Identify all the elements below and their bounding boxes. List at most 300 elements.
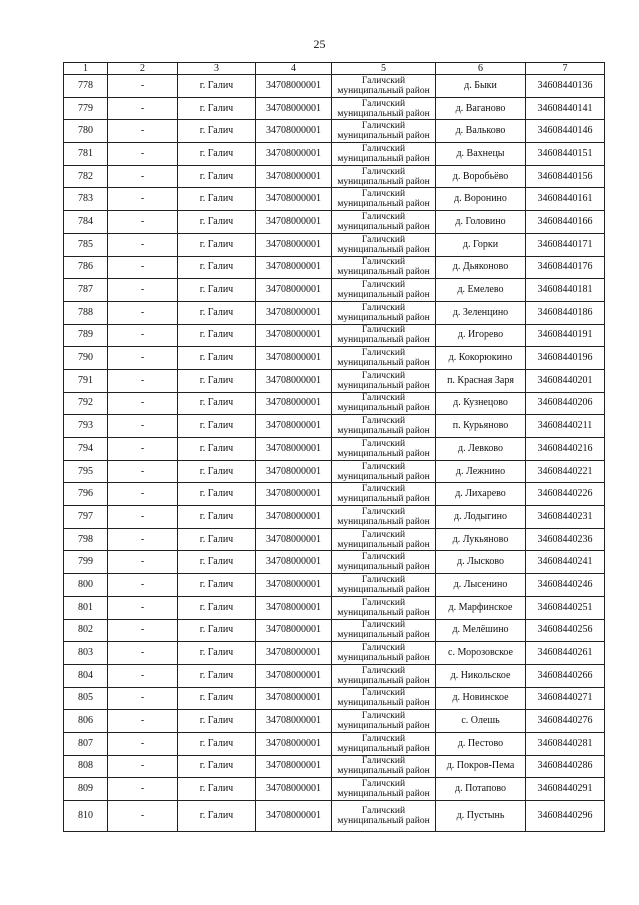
row-number-cell: 810 <box>64 801 108 832</box>
code-cell: 34708000001 <box>256 369 332 392</box>
city-cell: г. Галич <box>178 483 256 506</box>
row-number-cell: 803 <box>64 642 108 665</box>
table-row <box>64 392 605 415</box>
code-cell: 34708000001 <box>256 324 332 347</box>
locality-cell: д. Кокорюкино <box>436 347 526 370</box>
row-number-cell: 798 <box>64 528 108 551</box>
district-type: муниципальный район <box>337 380 430 391</box>
table-row <box>64 664 605 687</box>
city-cell: г. Галич <box>178 801 256 832</box>
dash-cell: - <box>108 574 178 597</box>
oktmo-cell: 34608440261 <box>526 642 605 665</box>
district-type: муниципальный район <box>337 403 430 414</box>
table-row <box>64 279 605 302</box>
district-name: Галичский <box>361 370 406 381</box>
oktmo-cell: 34608440206 <box>526 392 605 415</box>
district-cell <box>332 574 436 597</box>
district-cell <box>332 710 436 733</box>
locality-cell: д. Лысково <box>436 551 526 574</box>
code-cell: 34708000001 <box>256 574 332 597</box>
table-row <box>64 75 605 98</box>
locality-cell: д. Горки <box>436 233 526 256</box>
city-cell: г. Галич <box>178 778 256 801</box>
city-cell: г. Галич <box>178 438 256 461</box>
district-type: муниципальный район <box>337 516 430 527</box>
district-type: муниципальный район <box>337 108 430 119</box>
district-cell <box>332 687 436 710</box>
district-cell <box>332 438 436 461</box>
row-number-cell: 808 <box>64 755 108 778</box>
table-row <box>64 642 605 665</box>
locality-cell: д. Пестово <box>436 732 526 755</box>
district-name: Галичский <box>361 711 406 722</box>
table-row <box>64 710 605 733</box>
district-type: муниципальный район <box>337 176 430 187</box>
city-cell: г. Галич <box>178 619 256 642</box>
column-number: 5 <box>332 63 436 75</box>
oktmo-cell: 34608440141 <box>526 97 605 120</box>
row-number-cell: 801 <box>64 596 108 619</box>
district-name: Галичский <box>361 416 406 427</box>
table-row <box>64 211 605 234</box>
code-cell: 34708000001 <box>256 438 332 461</box>
city-cell: г. Галич <box>178 279 256 302</box>
row-number-cell: 800 <box>64 574 108 597</box>
district-type: муниципальный район <box>337 539 430 550</box>
district-cell <box>332 233 436 256</box>
district-name: Галичский <box>361 574 406 585</box>
table-row <box>64 687 605 710</box>
district-cell <box>332 619 436 642</box>
code-cell: 34708000001 <box>256 233 332 256</box>
oktmo-cell: 34608440156 <box>526 165 605 188</box>
locality-cell: д. Покров-Пема <box>436 755 526 778</box>
dash-cell: - <box>108 506 178 529</box>
code-cell: 34708000001 <box>256 732 332 755</box>
code-cell: 34708000001 <box>256 710 332 733</box>
district-name: Галичский <box>361 779 406 790</box>
district-type: муниципальный район <box>337 584 430 595</box>
table-row <box>64 596 605 619</box>
locality-cell: д. Емелево <box>436 279 526 302</box>
row-number-cell: 802 <box>64 619 108 642</box>
code-cell: 34708000001 <box>256 301 332 324</box>
table-row <box>64 188 605 211</box>
dash-cell: - <box>108 279 178 302</box>
district-cell <box>332 642 436 665</box>
city-cell: г. Галич <box>178 551 256 574</box>
code-cell: 34708000001 <box>256 642 332 665</box>
district-cell <box>332 506 436 529</box>
row-number-cell: 797 <box>64 506 108 529</box>
district-cell <box>332 143 436 166</box>
table-row <box>64 732 605 755</box>
dash-cell: - <box>108 120 178 143</box>
locality-cell: д. Мелёшино <box>436 619 526 642</box>
code-cell: 34708000001 <box>256 506 332 529</box>
oktmo-cell: 34608440291 <box>526 778 605 801</box>
locality-cell: п. Курьяново <box>436 415 526 438</box>
table-body <box>64 75 605 832</box>
locality-cell: д. Кузнецово <box>436 392 526 415</box>
oktmo-cell: 34608440286 <box>526 755 605 778</box>
column-number: 3 <box>178 63 256 75</box>
district-cell <box>332 279 436 302</box>
district-name: Галичский <box>361 234 406 245</box>
dash-cell: - <box>108 211 178 234</box>
oktmo-cell: 34608440176 <box>526 256 605 279</box>
row-number-cell: 793 <box>64 415 108 438</box>
locality-cell: д. Лежнино <box>436 460 526 483</box>
district-cell <box>332 75 436 98</box>
oktmo-cell: 34608440296 <box>526 801 605 832</box>
table-row <box>64 483 605 506</box>
row-number-cell: 787 <box>64 279 108 302</box>
city-cell: г. Галич <box>178 642 256 665</box>
row-number-cell: 779 <box>64 97 108 120</box>
code-cell: 34708000001 <box>256 755 332 778</box>
city-cell: г. Галич <box>178 596 256 619</box>
city-cell: г. Галич <box>178 97 256 120</box>
district-name: Галичский <box>361 506 406 517</box>
city-cell: г. Галич <box>178 211 256 234</box>
district-type: муниципальный район <box>337 721 430 732</box>
table-row <box>64 347 605 370</box>
district-name: Галичский <box>361 461 406 472</box>
district-cell <box>332 778 436 801</box>
district-name: Галичский <box>361 643 406 654</box>
oktmo-cell: 34608440161 <box>526 188 605 211</box>
district-name: Галичский <box>361 665 406 676</box>
district-name: Галичский <box>361 597 406 608</box>
oktmo-cell: 34608440241 <box>526 551 605 574</box>
district-cell <box>332 415 436 438</box>
table-row <box>64 256 605 279</box>
dash-cell: - <box>108 324 178 347</box>
dash-cell: - <box>108 528 178 551</box>
code-cell: 34708000001 <box>256 619 332 642</box>
city-cell: г. Галич <box>178 188 256 211</box>
district-type: муниципальный район <box>337 743 430 754</box>
row-number-cell: 794 <box>64 438 108 461</box>
district-type: муниципальный район <box>337 426 430 437</box>
district-cell <box>332 801 436 832</box>
oktmo-cell: 34608440231 <box>526 506 605 529</box>
district-name: Галичский <box>361 688 406 699</box>
oktmo-cell: 34608440201 <box>526 369 605 392</box>
district-name: Галичский <box>361 348 406 359</box>
district-cell <box>332 301 436 324</box>
row-number-cell: 806 <box>64 710 108 733</box>
row-number-cell: 781 <box>64 143 108 166</box>
district-type: муниципальный район <box>337 675 430 686</box>
city-cell: г. Галич <box>178 710 256 733</box>
dash-cell: - <box>108 460 178 483</box>
column-number: 2 <box>108 63 178 75</box>
oktmo-cell: 34608440191 <box>526 324 605 347</box>
code-cell: 34708000001 <box>256 188 332 211</box>
district-cell <box>332 256 436 279</box>
code-cell: 34708000001 <box>256 143 332 166</box>
column-number: 6 <box>436 63 526 75</box>
code-cell: 34708000001 <box>256 392 332 415</box>
district-type: муниципальный район <box>337 199 430 210</box>
district-type: муниципальный район <box>337 335 430 346</box>
oktmo-cell: 34608440166 <box>526 211 605 234</box>
district-type: муниципальный район <box>337 358 430 369</box>
table-row <box>64 801 605 832</box>
city-cell: г. Галич <box>178 664 256 687</box>
oktmo-cell: 34608440226 <box>526 483 605 506</box>
district-type: муниципальный район <box>337 607 430 618</box>
dash-cell: - <box>108 778 178 801</box>
row-number-cell: 804 <box>64 664 108 687</box>
district-cell <box>332 347 436 370</box>
district-type: муниципальный район <box>337 816 430 826</box>
locality-cell: д. Никольское <box>436 664 526 687</box>
district-name: Галичский <box>361 75 406 86</box>
district-type: муниципальный район <box>337 698 430 709</box>
row-number-cell: 782 <box>64 165 108 188</box>
district-name: Галичский <box>361 438 406 449</box>
dash-cell: - <box>108 801 178 832</box>
row-number-cell: 788 <box>64 301 108 324</box>
row-number-cell: 780 <box>64 120 108 143</box>
code-cell: 34708000001 <box>256 165 332 188</box>
district-type: муниципальный район <box>337 244 430 255</box>
dash-cell: - <box>108 165 178 188</box>
row-number-cell: 783 <box>64 188 108 211</box>
oktmo-cell: 34608440171 <box>526 233 605 256</box>
locality-cell: п. Красная Заря <box>436 369 526 392</box>
district-name: Галичский <box>361 166 406 177</box>
district-type: муниципальный район <box>337 630 430 641</box>
district-cell <box>332 755 436 778</box>
table-row <box>64 165 605 188</box>
locality-cell: д. Лихарево <box>436 483 526 506</box>
row-number-cell: 791 <box>64 369 108 392</box>
table-row <box>64 778 605 801</box>
dash-cell: - <box>108 233 178 256</box>
locality-cell: д. Марфинское <box>436 596 526 619</box>
locality-cell: д. Ваганово <box>436 97 526 120</box>
table-row <box>64 574 605 597</box>
district-type: муниципальный район <box>337 448 430 459</box>
table-row <box>64 438 605 461</box>
table-row <box>64 551 605 574</box>
code-cell: 34708000001 <box>256 687 332 710</box>
table-row <box>64 369 605 392</box>
city-cell: г. Галич <box>178 324 256 347</box>
oktmo-cell: 34608440271 <box>526 687 605 710</box>
district-name: Галичский <box>361 211 406 222</box>
district-name: Галичский <box>361 302 406 313</box>
dash-cell: - <box>108 143 178 166</box>
column-number: 4 <box>256 63 332 75</box>
city-cell: г. Галич <box>178 143 256 166</box>
row-number-cell: 795 <box>64 460 108 483</box>
oktmo-cell: 34608440266 <box>526 664 605 687</box>
row-number-cell: 778 <box>64 75 108 98</box>
district-type: муниципальный район <box>337 494 430 505</box>
locality-cell: с. Олешь <box>436 710 526 733</box>
dash-cell: - <box>108 710 178 733</box>
dash-cell: - <box>108 188 178 211</box>
dash-cell: - <box>108 551 178 574</box>
district-type: муниципальный район <box>337 789 430 800</box>
row-number-cell: 807 <box>64 732 108 755</box>
oktmo-cell: 34608440236 <box>526 528 605 551</box>
code-cell: 34708000001 <box>256 279 332 302</box>
district-cell <box>332 369 436 392</box>
district-cell <box>332 165 436 188</box>
locality-cell: д. Зеленцино <box>436 301 526 324</box>
city-cell: г. Галич <box>178 755 256 778</box>
oktmo-cell: 34608440281 <box>526 732 605 755</box>
code-cell: 34708000001 <box>256 801 332 832</box>
district-name: Галичский <box>361 257 406 268</box>
city-cell: г. Галич <box>178 415 256 438</box>
locality-cell: с. Морозовское <box>436 642 526 665</box>
code-cell: 34708000001 <box>256 75 332 98</box>
district-name: Галичский <box>361 325 406 336</box>
row-number-cell: 784 <box>64 211 108 234</box>
district-type: муниципальный район <box>337 267 430 278</box>
district-name: Галичский <box>361 806 406 816</box>
city-cell: г. Галич <box>178 120 256 143</box>
code-cell: 34708000001 <box>256 596 332 619</box>
locality-cell: д. Головино <box>436 211 526 234</box>
column-number: 7 <box>526 63 605 75</box>
code-cell: 34708000001 <box>256 778 332 801</box>
oktmo-cell: 34608440256 <box>526 619 605 642</box>
table-row <box>64 619 605 642</box>
district-name: Галичский <box>361 620 406 631</box>
dash-cell: - <box>108 301 178 324</box>
code-cell: 34708000001 <box>256 483 332 506</box>
dash-cell: - <box>108 97 178 120</box>
city-cell: г. Галич <box>178 256 256 279</box>
district-type: муниципальный район <box>337 471 430 482</box>
dash-cell: - <box>108 438 178 461</box>
code-cell: 34708000001 <box>256 120 332 143</box>
district-name: Галичский <box>361 733 406 744</box>
city-cell: г. Галич <box>178 392 256 415</box>
city-cell: г. Галич <box>178 506 256 529</box>
district-name: Галичский <box>361 393 406 404</box>
district-name: Галичский <box>361 189 406 200</box>
oktmo-cell: 34608440151 <box>526 143 605 166</box>
locality-cell: д. Вахнецы <box>436 143 526 166</box>
row-number-cell: 789 <box>64 324 108 347</box>
city-cell: г. Галич <box>178 732 256 755</box>
table-row <box>64 528 605 551</box>
dash-cell: - <box>108 664 178 687</box>
locality-cell: д. Лукьяново <box>436 528 526 551</box>
table-row <box>64 506 605 529</box>
district-cell <box>332 483 436 506</box>
dash-cell: - <box>108 369 178 392</box>
district-type: муниципальный район <box>337 153 430 164</box>
district-type: муниципальный район <box>337 312 430 323</box>
locality-cell: д. Лодыгино <box>436 506 526 529</box>
oktmo-cell: 34608440196 <box>526 347 605 370</box>
district-cell <box>332 120 436 143</box>
row-number-cell: 796 <box>64 483 108 506</box>
row-number-cell: 790 <box>64 347 108 370</box>
city-cell: г. Галич <box>178 460 256 483</box>
dash-cell: - <box>108 596 178 619</box>
code-cell: 34708000001 <box>256 97 332 120</box>
row-number-cell: 799 <box>64 551 108 574</box>
locality-cell: д. Воронино <box>436 188 526 211</box>
dash-cell: - <box>108 755 178 778</box>
dash-cell: - <box>108 347 178 370</box>
city-cell: г. Галич <box>178 369 256 392</box>
district-cell <box>332 664 436 687</box>
city-cell: г. Галич <box>178 75 256 98</box>
locality-cell: д. Игорево <box>436 324 526 347</box>
code-cell: 34708000001 <box>256 211 332 234</box>
district-name: Галичский <box>361 529 406 540</box>
district-cell <box>332 392 436 415</box>
table-row <box>64 460 605 483</box>
code-cell: 34708000001 <box>256 256 332 279</box>
city-cell: г. Галич <box>178 347 256 370</box>
dash-cell: - <box>108 619 178 642</box>
district-name: Галичский <box>361 143 406 154</box>
row-number-cell: 785 <box>64 233 108 256</box>
district-type: муниципальный район <box>337 562 430 573</box>
locality-cell: д. Дьяконово <box>436 256 526 279</box>
row-number-cell: 809 <box>64 778 108 801</box>
column-number: 1 <box>64 63 108 75</box>
oktmo-cell: 34608440136 <box>526 75 605 98</box>
district-name: Галичский <box>361 552 406 563</box>
code-cell: 34708000001 <box>256 347 332 370</box>
dash-cell: - <box>108 415 178 438</box>
district-cell <box>332 211 436 234</box>
district-cell <box>332 732 436 755</box>
locality-cell: д. Левково <box>436 438 526 461</box>
district-cell <box>332 551 436 574</box>
column-number-row <box>64 63 605 75</box>
district-cell <box>332 188 436 211</box>
district-type: муниципальный район <box>337 766 430 777</box>
table-row <box>64 301 605 324</box>
district-name: Галичский <box>361 280 406 291</box>
oktmo-cell: 34608440246 <box>526 574 605 597</box>
dash-cell: - <box>108 483 178 506</box>
code-cell: 34708000001 <box>256 551 332 574</box>
locality-cell: д. Вальково <box>436 120 526 143</box>
oktmo-cell: 34608440221 <box>526 460 605 483</box>
page-number: 25 <box>313 37 326 51</box>
code-cell: 34708000001 <box>256 460 332 483</box>
oktmo-cell: 34608440146 <box>526 120 605 143</box>
row-number-cell: 786 <box>64 256 108 279</box>
city-cell: г. Галич <box>178 687 256 710</box>
district-cell <box>332 528 436 551</box>
city-cell: г. Галич <box>178 574 256 597</box>
register-table <box>63 62 605 832</box>
oktmo-cell: 34608440251 <box>526 596 605 619</box>
code-cell: 34708000001 <box>256 415 332 438</box>
dash-cell: - <box>108 687 178 710</box>
table-row <box>64 324 605 347</box>
oktmo-cell: 34608440216 <box>526 438 605 461</box>
locality-cell: д. Воробьёво <box>436 165 526 188</box>
